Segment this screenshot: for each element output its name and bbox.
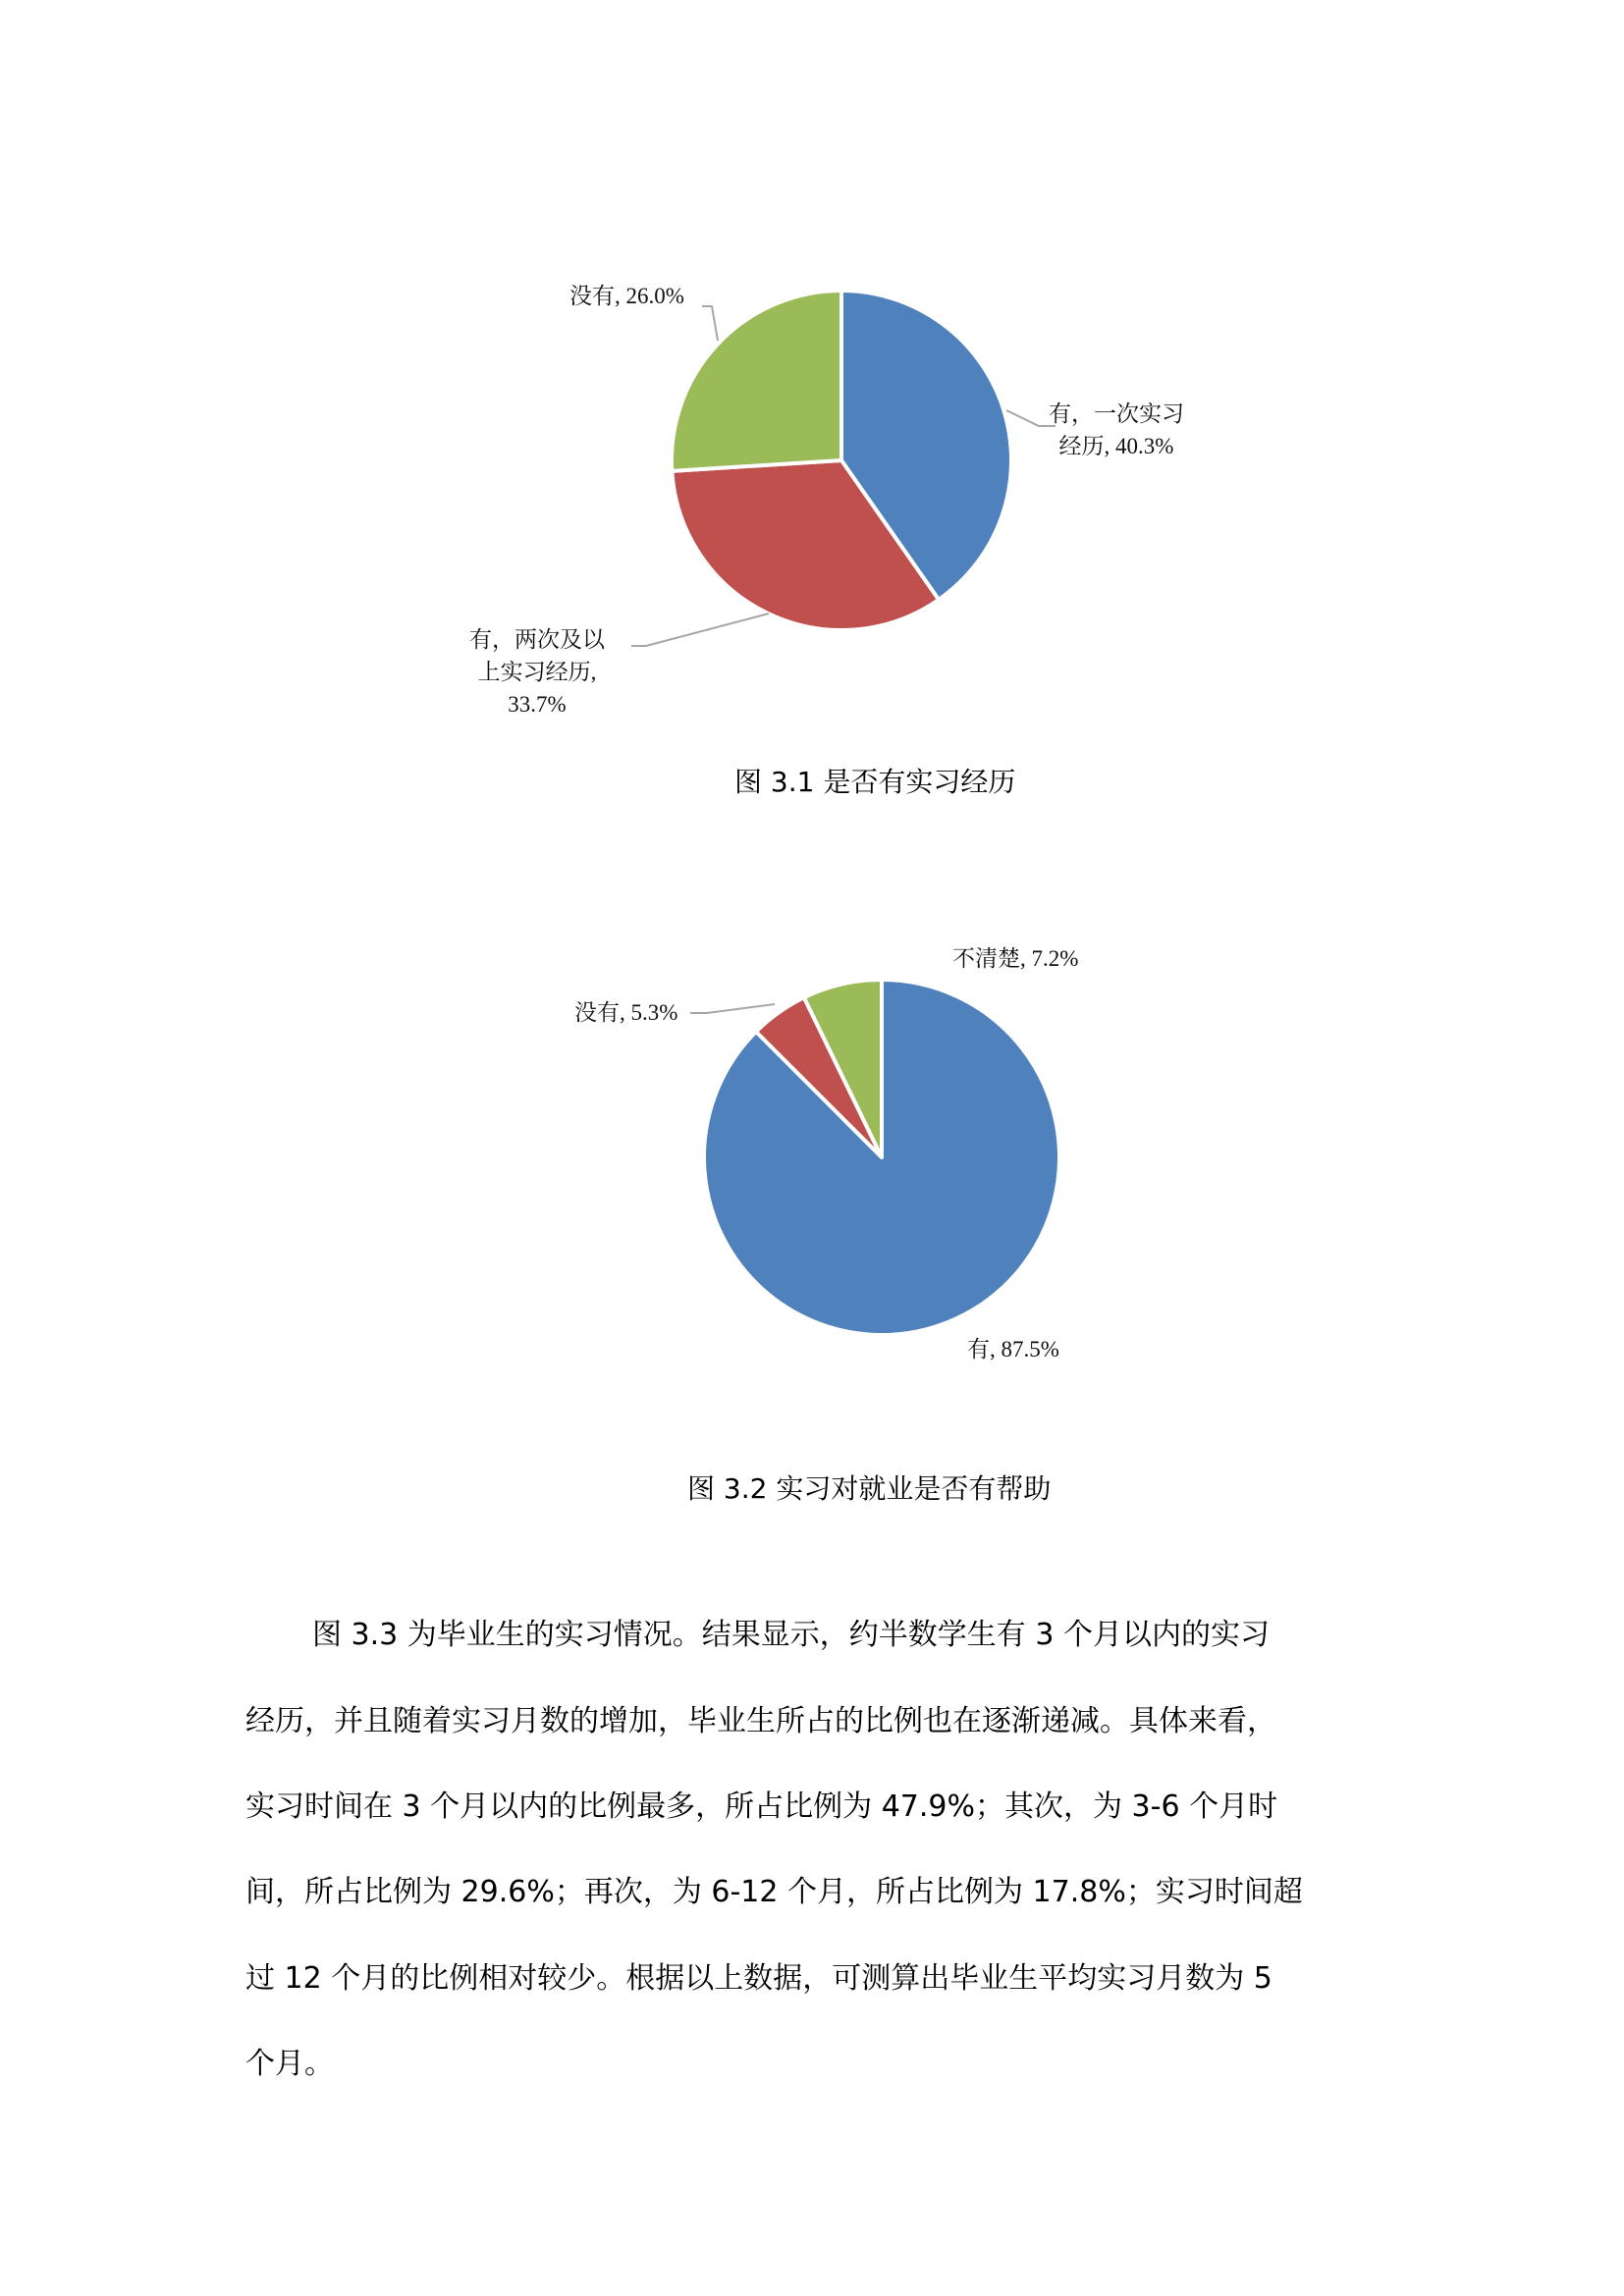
paragraph-line: 个月。 [245,2047,334,2081]
label-line: 上实习经历, [477,660,597,684]
label-line: 33.7% [508,692,567,717]
paragraph-line: 间，所占比例为 29.6%；再次，为 6-12 个月，所占比例为 17.8%；实习时间超 [245,1875,1303,1909]
data-label-multiple-internships [469,623,605,721]
label-line: 没有, 26.0% [569,284,684,308]
figure-caption-3-1: 图 3.1 是否有实习经历 [734,766,1016,798]
data-label-unclear [952,942,1078,975]
label-line: 有，一次实习 [1049,401,1184,426]
data-label-one-internship [1049,398,1184,462]
paragraph-line: 图 3.3 为毕业生的实习情况。结果显示，约半数学生有 3 个月以内的实习 [312,1618,1270,1652]
paragraph-line: 经历，并且随着实习月数的增加，毕业生所占的比例也在逐渐递减。具体来看， [245,1704,1276,1738]
pie-chart-internship-experience [672,291,1011,630]
data-label-no-internship [569,280,684,312]
label-line: 有, 87.5% [967,1337,1059,1362]
data-label-helpful [967,1333,1059,1365]
pie-slice [672,291,841,471]
figure-caption-3-2: 图 3.2 实习对就业是否有帮助 [687,1472,1052,1505]
label-line: 有，两次及以 [469,627,605,652]
label-line: 不清楚, 7.2% [952,946,1079,971]
leader-line-not-helpful [690,1004,775,1013]
data-label-not-helpful [574,996,677,1029]
leader-line-multiple-internships [631,614,769,646]
paragraph-line: 过 12 个月的比例相对较少。根据以上数据，可测算出毕业生平均实习月数为 5 [245,1961,1272,1996]
pie-chart-internship-helpfulness [704,980,1059,1335]
label-line: 经历, 40.3% [1058,434,1174,458]
paragraph-line: 实习时间在 3 个月以内的比例最多，所占比例为 47.9%；其次，为 3-6 个月时 [245,1789,1278,1824]
leader-line-no-internship [702,306,718,341]
label-line: 没有, 5.3% [574,1000,678,1025]
